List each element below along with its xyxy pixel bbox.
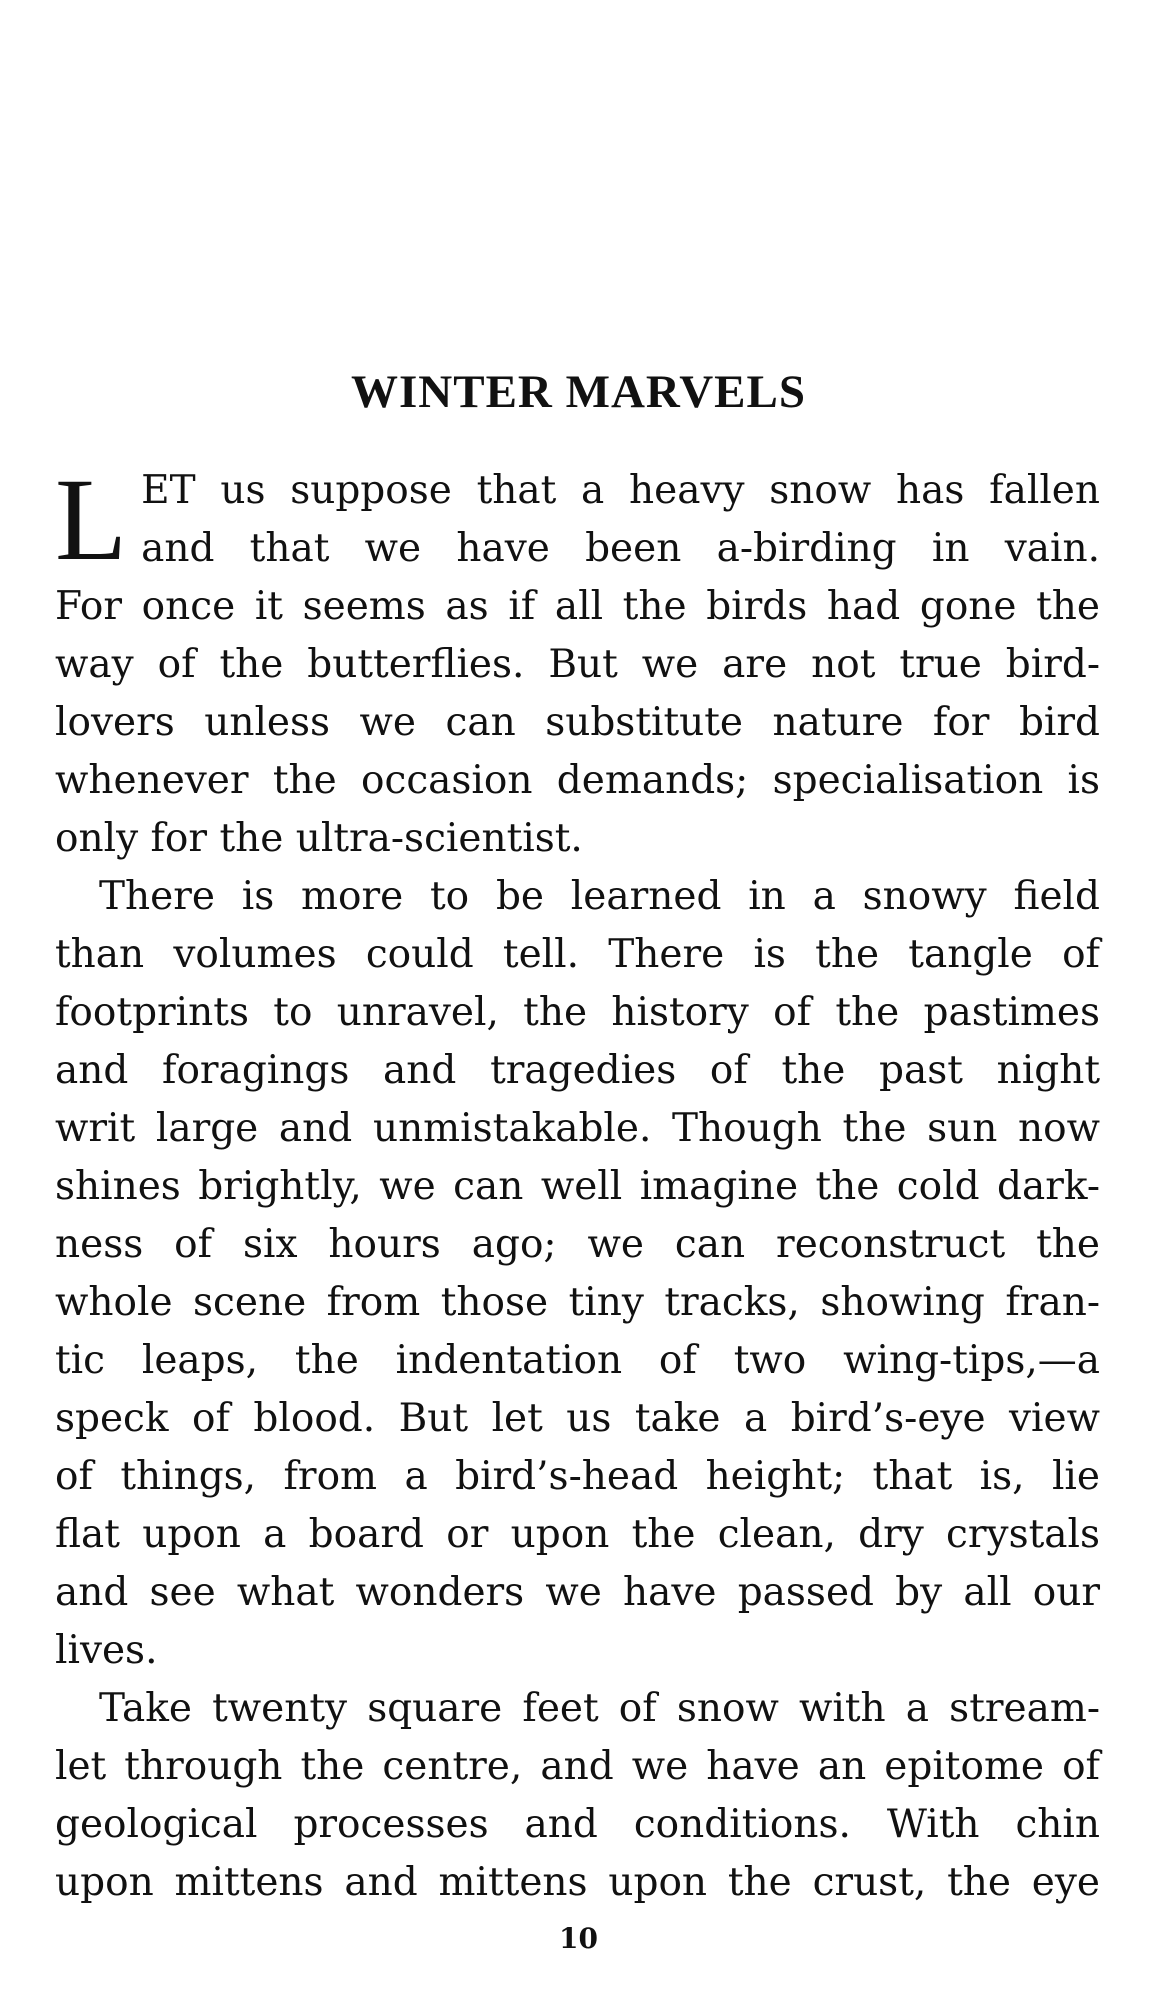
text-line: geological processes and conditions. With chin bbox=[55, 1802, 1100, 1847]
text-line: ET us suppose that a heavy snow has fallen bbox=[141, 468, 1100, 513]
text-line: ness of six hours ago; we can reconstruct the bbox=[55, 1222, 1100, 1267]
text-line: upon mittens and mittens upon the crust, the eye bbox=[55, 1860, 1100, 1905]
text-line: flat upon a board or upon the clean, dry crystals bbox=[55, 1512, 1100, 1557]
page-number: 10 bbox=[559, 1922, 598, 1955]
text-line: of things, from a bird’s-head height; that is, lie bbox=[55, 1454, 1100, 1499]
text-line: For once it seems as if all the birds had gone the bbox=[55, 584, 1100, 629]
text-line: and that we have been a-birding in vain. bbox=[141, 526, 1100, 571]
text-line: whenever the occasion demands; specialisation is bbox=[55, 758, 1100, 803]
text-line: and see what wonders we have passed by all our bbox=[55, 1570, 1100, 1615]
text-line: lovers unless we can substitute nature for bird bbox=[55, 700, 1100, 745]
text-line: There is more to be learned in a snowy field bbox=[99, 874, 1100, 919]
text-line: footprints to unravel, the history of the pastimes bbox=[55, 990, 1100, 1035]
text-line: speck of blood. But let us take a bird’s-eye view bbox=[55, 1396, 1100, 1441]
text-line: than volumes could tell. There is the tangle of bbox=[55, 932, 1100, 977]
body-text bbox=[55, 454, 1100, 1912]
text-line: only for the ultra-scientist. bbox=[55, 816, 583, 861]
paragraph-2 bbox=[55, 868, 1100, 1680]
text-line: whole scene from those tiny tracks, showing fran- bbox=[55, 1280, 1100, 1325]
chapter-title: WINTER MARVELS bbox=[351, 366, 806, 418]
text-line: writ large and unmistakable. Though the sun now bbox=[55, 1106, 1100, 1151]
paragraph-1-text bbox=[55, 454, 1100, 868]
text-line: and foragings and tragedies of the past night bbox=[55, 1048, 1100, 1093]
text-line: shines brightly, we can well imagine the cold dark- bbox=[55, 1164, 1100, 1209]
text-line: Take twenty square feet of snow with a stream- bbox=[99, 1686, 1100, 1731]
text-line: tic leaps, the indentation of two wing-tips,—a bbox=[55, 1338, 1100, 1383]
paragraph-3 bbox=[55, 1680, 1100, 1912]
text-line: let through the centre, and we have an epitome of bbox=[55, 1744, 1100, 1789]
text-line: way of the butterflies. But we are not true bird- bbox=[55, 642, 1100, 687]
drop-cap: L bbox=[55, 454, 128, 585]
paragraph-1 bbox=[55, 454, 1100, 868]
text-line: lives. bbox=[55, 1628, 158, 1673]
